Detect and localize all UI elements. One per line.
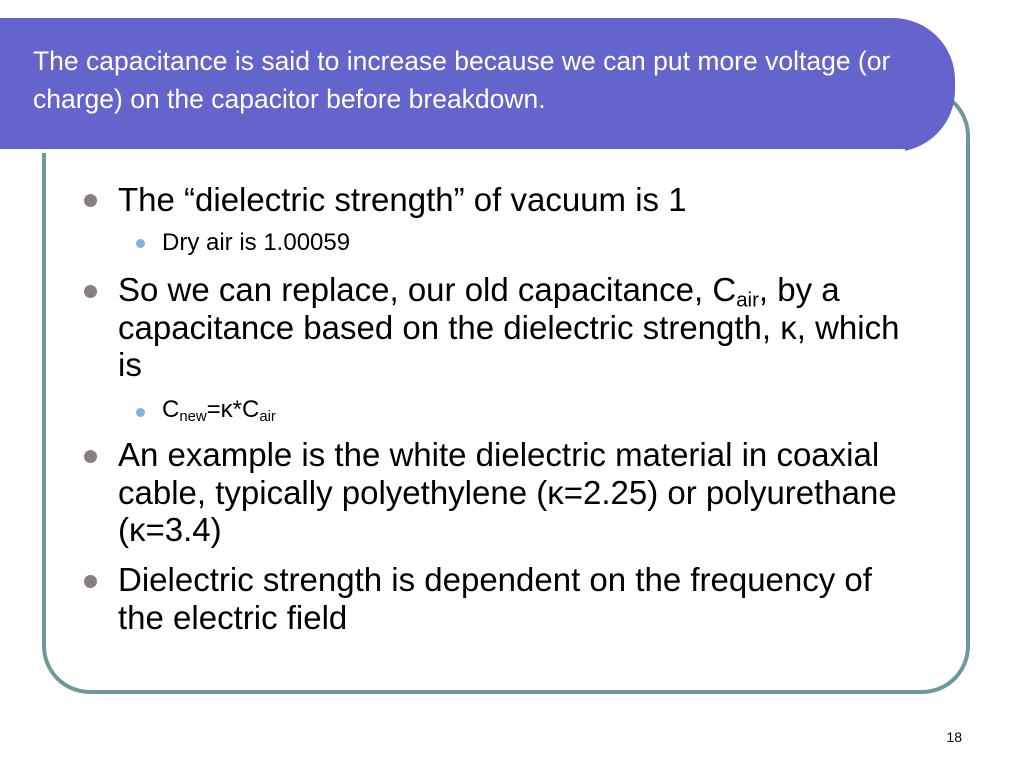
bullet-coaxial-example <box>118 436 918 549</box>
kappa-symbol: κ <box>780 308 797 346</box>
subscript-new: new <box>179 409 207 426</box>
kappa-symbol: κ <box>129 511 146 548</box>
bullet-dot <box>84 194 97 207</box>
bullet-vacuum-strength: The “dielectric strength” of vacuum is 1 <box>118 181 687 218</box>
text-segment: So we can replace, our old capacitance, C <box>118 271 737 308</box>
formula-c: C <box>162 396 180 423</box>
text-segment: , by a capacitance based on the dielectric strength, <box>118 271 840 346</box>
bullet-dot <box>84 285 97 298</box>
text-segment: =2.25) or polyurethane ( <box>118 473 897 548</box>
kappa-symbol: κ <box>547 473 564 511</box>
page-number: 18 <box>946 729 962 745</box>
sub-bullet-formula <box>162 396 862 424</box>
text-segment: =3.4) <box>145 511 222 548</box>
formula-equals: = <box>206 396 221 423</box>
slide-title: The capacitance is said to increase because we can put more voltage (or charge) on the capacitor before breakdown. <box>33 46 891 114</box>
kappa-symbol: κ <box>220 396 233 423</box>
bullet-dot <box>84 575 97 588</box>
bullet-frequency-dependence: Dielectric strength is dependent on the frequency of the electric field <box>118 561 872 636</box>
text-segment: , which is <box>118 308 900 383</box>
sub-bullet-dot <box>136 239 145 248</box>
subscript-air: air <box>736 288 759 312</box>
bullet-dot <box>84 450 97 463</box>
formula-times-c: *C <box>232 396 260 423</box>
text-segment: An example is the white dielectric material in coaxial cable, typically polyethylene ( <box>118 436 880 511</box>
sub-bullet-dry-air: Dry air is 1.00059 <box>162 229 351 256</box>
bullet-replace-capacitance <box>118 271 918 384</box>
sub-bullet-dot <box>136 408 145 417</box>
subscript-air: air <box>259 409 276 426</box>
